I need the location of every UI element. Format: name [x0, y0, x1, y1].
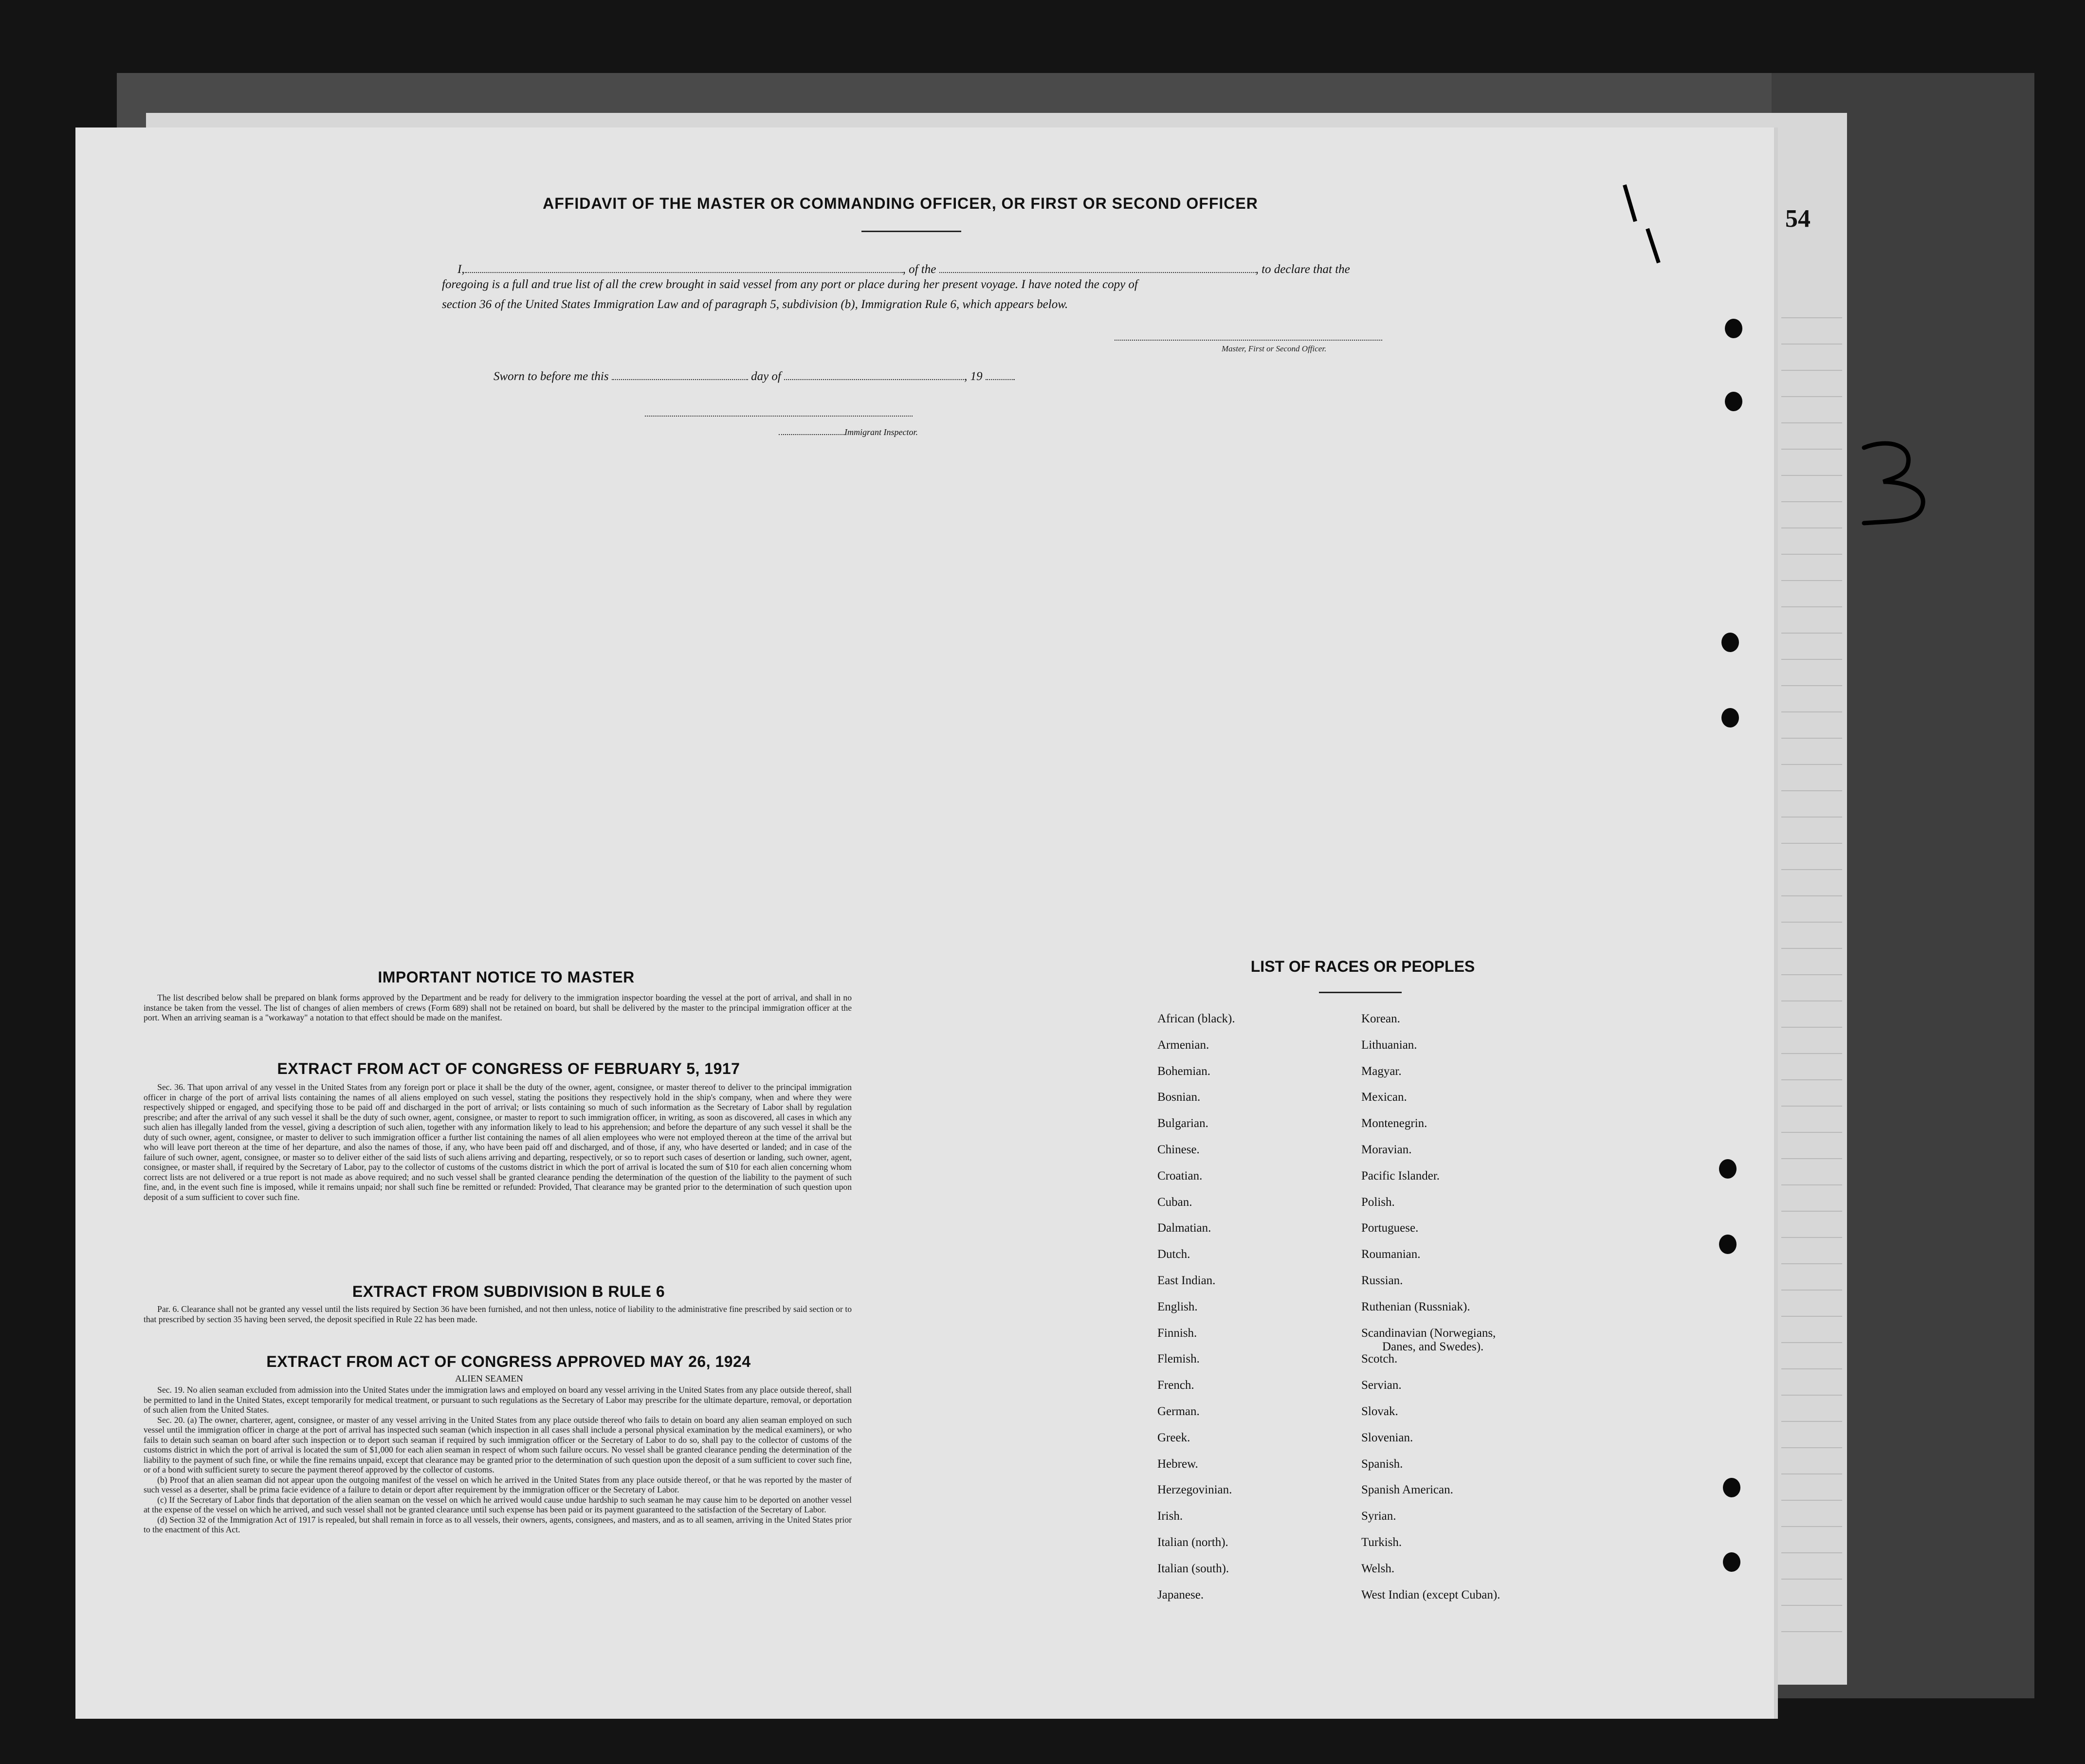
- race-left-item: African (black).: [1157, 1012, 1235, 1025]
- race-left-item: French.: [1157, 1379, 1194, 1392]
- sec19-paragraph: Sec. 19. No alien seaman excluded from admission into the United States under the immigration laws and employed on board any vessel arriving in the United States from any place outside thereof, shall be permitted to land in the United States, except temporarily for medical treatment, or pursuant to such regulations as the Secretary of Labor may prescribe for the ultimate departure, removal, or deportation of such alien from the United States.: [144, 1385, 852, 1415]
- race-right-item: Roumanian.: [1361, 1248, 1421, 1261]
- sec20d-paragraph: (d) Section 32 of the Immigration Act of 1917 is repealed, but shall remain in force as to all vessels, their owners, agents, consignees, and masters, and as to all seamen, arriving in the United States prior to the enactment of this Act.: [144, 1514, 852, 1534]
- sworn-year-blank[interactable]: [986, 370, 1015, 380]
- race-left-item: Finnish.: [1157, 1326, 1197, 1340]
- affidavit-line-1: [457, 263, 1350, 276]
- notice-body: [144, 993, 852, 1023]
- race-left-item: Croatian.: [1157, 1169, 1203, 1182]
- punch-hole: [1723, 1552, 1740, 1572]
- race-right-item: Spanish American.: [1361, 1483, 1453, 1497]
- sworn-prefix: Sworn to before me this: [494, 370, 609, 383]
- race-right-item: Montenegrin.: [1361, 1117, 1427, 1130]
- affidavit-of-the: , of the: [902, 263, 936, 276]
- handwritten-slash-marks: [1621, 180, 1664, 273]
- race-right-item: Magyar.: [1361, 1064, 1402, 1078]
- race-right-item: Ruthenian (Russniak).: [1361, 1300, 1470, 1313]
- affidavit-line-2: foregoing is a full and true list of all the crew brought in said vessel from any port or place during her present voyage. I have noted the copy of: [442, 278, 1138, 291]
- handwritten-number-3: [1854, 433, 1942, 530]
- extract-1917-body: [144, 1082, 852, 1202]
- race-right-item: Syrian.: [1361, 1509, 1396, 1523]
- name-blank[interactable]: [465, 263, 903, 273]
- extract-1917-heading: EXTRACT FROM ACT OF CONGRESS OF FEBRUARY 5, 1917: [277, 1060, 740, 1077]
- race-left-item: Herzegovinian.: [1157, 1483, 1232, 1497]
- sworn-year: , 19: [964, 370, 983, 383]
- race-right-item: Slovenian.: [1361, 1431, 1413, 1444]
- race-left-item: English.: [1157, 1300, 1198, 1313]
- punch-hole: [1719, 1235, 1737, 1254]
- inspector-line: [779, 427, 918, 437]
- sworn-day-blank[interactable]: [612, 370, 748, 380]
- extract-rule6-heading: EXTRACT FROM SUBDIVISION B RULE 6: [352, 1283, 665, 1300]
- sec36-paragraph: Sec. 36. That upon arrival of any vessel in the United States from any foreign port or place it shall be the duty of the owner, agent, consignee, or master thereof to deliver to the principal immigration officer in charge of the port of arrival lists containing the names of all aliens employed on such vessel, stating the positions they respectively hold in the ship's company, when and where they were respectively shipped or engaged, and specifying those to be paid off and discharged in the port of arrival; or lists containing so much of such information as the Secretary of Labor shall by regulation prescribe; and after the arrival of any such vessel it shall be the duty of such owner, agent, consignee, or master to report to such immigration officer, in writing, as soon as discovered, all cases in which any such alien has illegally landed from the vessel, giving a description of such alien, together with any information likely to lead to his apprehension; and before the departure of any such vessel it shall be the duty of such owner, agent, consignee, or master to deliver to such immigration officer a further list containing the names of all alien employees who were not employed thereon at the time of the arrival but who will leave port thereon at the time of her departure, and also the names of those, if any, who have been paid off and discharged, and of those, if any, who have deserted or landed; and in case of the failure of such owner, agent, consignee, or master so to deliver either of the said lists of such aliens arriving and departing, respectively, or so to report such cases of desertion or landing, such owner, agent, consignee, or master shall, if required by the Secretary of Labor, pay to the collector of customs of the customs district in which the port of arrival is located the sum of $10 for each alien concerning whom correct lists are not delivered or a true report is not made as above required; and no such vessel shall be granted clearance pending the determination of the question of the liability to the payment of such fine, and, in the event such fine is imposed, while it remains unpaid; nor shall such fine be remitted or refunded: Provided, That clearance may be granted prior to the determination of such question upon deposit of a sum sufficient to cover such fine.: [144, 1082, 852, 1202]
- race-left-item: Greek.: [1157, 1431, 1190, 1444]
- race-left-item: Japanese.: [1157, 1588, 1204, 1601]
- race-right-item: West Indian (except Cuban).: [1361, 1588, 1500, 1601]
- affidavit-title: AFFIDAVIT OF THE MASTER OR COMMANDING OFFICER, OR FIRST OR SECOND OFFICER: [543, 195, 1258, 212]
- races-title-underline: [1319, 992, 1402, 993]
- race-right-item: Scandinavian (Norwegians,: [1361, 1326, 1496, 1340]
- race-right-item: Danes, and Swedes).: [1382, 1340, 1484, 1353]
- race-right-item: Pacific Islander.: [1361, 1169, 1440, 1182]
- race-left-item: Italian (north).: [1157, 1536, 1228, 1549]
- race-right-item: Russian.: [1361, 1274, 1403, 1287]
- inspector-blank[interactable]: [779, 428, 844, 435]
- notice-paragraph: The list described below shall be prepared on blank forms approved by the Department and be ready for delivery to the immigration inspector boarding the vessel at the port of arrival, and shall in no instance be taken from the vessel. The list of changes of alien members of crews (Form 689) shall not be retained on board, but shall be delivered by the master to the principal immigration officer at the port. When an arriving seaman is a "workaway" a notation to that effect should be made on the manifest.: [144, 993, 852, 1022]
- race-left-item: Italian (south).: [1157, 1562, 1229, 1575]
- race-left-item: Dutch.: [1157, 1248, 1190, 1261]
- race-left-item: Armenian.: [1157, 1038, 1209, 1052]
- race-left-item: Cuban.: [1157, 1195, 1192, 1209]
- extract-rule6-body: [144, 1304, 852, 1324]
- notice-heading: IMPORTANT NOTICE TO MASTER: [378, 968, 635, 986]
- race-right-item: Polish.: [1361, 1195, 1395, 1209]
- sec20a-paragraph: Sec. 20. (a) The owner, charterer, agent, consignee, or master of any vessel arriving in the United States from any place outside thereof who fails to detain on board any alien seaman employed on such vessel until the immigration officer in charge at the port of arrival has inspected such seaman (which inspection in all cases shall include a personal physical examination by the medical examiners), or who fails to detain such seaman on board after such inspection or to deport such seaman if required by such immigration officer or the Secretary of Labor to do so, shall pay to the collector of customs of the customs district in which the port of arrival is located the sum of $1,000 for each alien seaman in respect of whom such failure occurs. No vessel shall be granted clearance pending the determination of the liability to the payment of such fine, or while the fine remains unpaid, except that clearance may be granted prior to the determination of such question upon the deposit of a sum sufficient to cover such fine, or of a bond with sufficient surety to secure the payment thereof approved by the collector of customs.: [144, 1415, 852, 1474]
- punch-hole: [1721, 708, 1739, 727]
- race-left-item: Bohemian.: [1157, 1064, 1211, 1078]
- sec20b-paragraph: (b) Proof that an alien seaman did not appear upon the outgoing manifest of the vessel on which he arrived in the United States from any place outside thereof, or that he was reported by the master of such vessel as a deserter, shall be prima facie evidence of a failure to detain or deport after requirement by the immigration officer or the Secretary of Labor.: [144, 1474, 852, 1494]
- sworn-day-of: day of: [751, 370, 781, 383]
- page-number: 54: [1785, 205, 1811, 233]
- inspector-signature-line[interactable]: [645, 407, 913, 417]
- sworn-month-blank[interactable]: [784, 370, 964, 380]
- extract-1924-heading: EXTRACT FROM ACT OF CONGRESS APPROVED MAY 26, 1924: [266, 1353, 751, 1370]
- race-left-item: Bosnian.: [1157, 1091, 1201, 1104]
- race-left-item: East Indian.: [1157, 1274, 1216, 1287]
- sec20c-paragraph: (c) If the Secretary of Labor finds that deportation of the alien seaman on the vessel on which he arrived would cause undue hardship to such seaman he may cause him to be deported on another vessel at the expense of the vessel on which he arrived, and such vessel shall not be granted clearance until such expense has been paid or its payment guaranteed to the satisfaction of the Secretary of Labor.: [144, 1494, 852, 1514]
- underlying-ruled-lines: [1781, 292, 1842, 1655]
- race-right-item: Scotch.: [1361, 1352, 1398, 1366]
- master-signature-caption: Master, First or Second Officer.: [1222, 344, 1327, 353]
- race-right-item: Lithuanian.: [1361, 1038, 1417, 1052]
- race-left-item: Flemish.: [1157, 1352, 1200, 1366]
- title-underline: [861, 231, 961, 232]
- race-left-item: Hebrew.: [1157, 1457, 1198, 1471]
- race-left-item: Irish.: [1157, 1509, 1183, 1523]
- race-right-item: Mexican.: [1361, 1091, 1407, 1104]
- affidavit-line-3: section 36 of the United States Immigration Law and of paragraph 5, subdivision (b), Immigration Rule 6, which appears below.: [442, 298, 1068, 311]
- punch-hole: [1725, 392, 1742, 411]
- punch-hole: [1723, 1478, 1740, 1497]
- race-right-item: Spanish.: [1361, 1457, 1403, 1471]
- race-right-item: Portuguese.: [1361, 1221, 1419, 1235]
- inspector-caption: Immigrant Inspector.: [844, 427, 918, 437]
- race-right-item: Slovak.: [1361, 1405, 1398, 1418]
- races-title: LIST OF RACES OR PEOPLES: [1250, 958, 1475, 975]
- race-left-item: Dalmatian.: [1157, 1221, 1211, 1235]
- race-right-item: Servian.: [1361, 1379, 1402, 1392]
- alien-seamen-subheading: ALIEN SEAMEN: [455, 1374, 523, 1384]
- affidavit-declare: , to declare that the: [1255, 263, 1350, 276]
- extract-1924-body: [144, 1385, 852, 1535]
- affidavit-i: I,: [457, 263, 465, 276]
- race-right-item: Turkish.: [1361, 1536, 1402, 1549]
- race-left-item: Chinese.: [1157, 1143, 1200, 1156]
- punch-hole: [1725, 319, 1742, 338]
- punch-hole: [1721, 633, 1739, 652]
- master-signature-line[interactable]: [1115, 331, 1382, 341]
- race-right-item: Korean.: [1361, 1012, 1400, 1025]
- race-right-item: Moravian.: [1361, 1143, 1412, 1156]
- race-left-item: Bulgarian.: [1157, 1117, 1208, 1130]
- sworn-line: [494, 370, 1015, 383]
- vessel-blank[interactable]: [939, 263, 1256, 273]
- race-left-item: German.: [1157, 1405, 1200, 1418]
- punch-hole: [1719, 1159, 1737, 1179]
- race-right-item: Welsh.: [1361, 1562, 1395, 1575]
- par6-paragraph: Par. 6. Clearance shall not be granted any vessel until the lists required by Section 36 have been furnished, and not then unless, notice of liability to the administrative fine prescribed by said section or to that prescribed by section 35 having been served, the deposit specified in Rule 22 has been made.: [144, 1304, 852, 1324]
